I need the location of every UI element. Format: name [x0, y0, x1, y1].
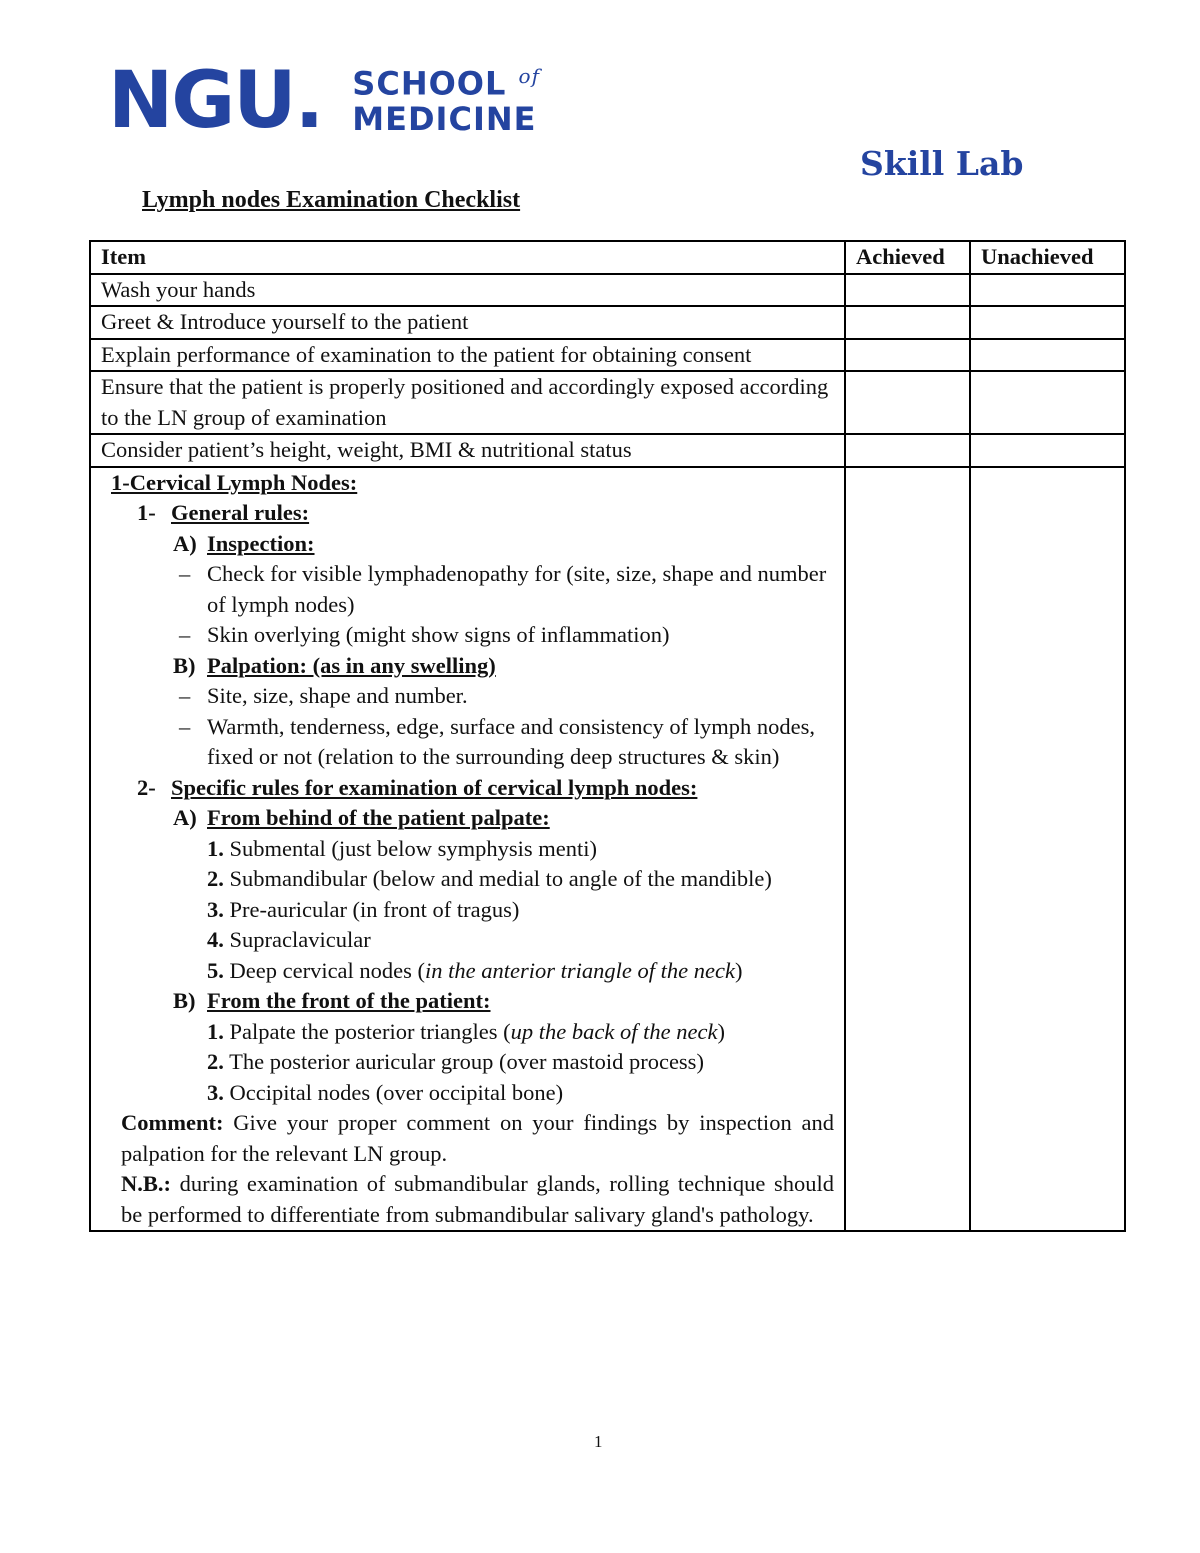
header-item: Item	[90, 241, 845, 274]
nb-paragraph: N.B.: during examination of submandibular glands, rolling technique should be performed to differentiate from submandibular salivary gland's pathology.	[121, 1171, 834, 1227]
unachieved-cell[interactable]	[970, 339, 1125, 372]
list-item: 2. The posterior auricular group (over mastoid process)	[207, 1049, 704, 1074]
achieved-cell[interactable]	[845, 434, 970, 467]
achieved-cell[interactable]	[845, 306, 970, 339]
achieved-cell[interactable]	[845, 274, 970, 307]
achieved-cell[interactable]	[845, 339, 970, 372]
table-row	[90, 371, 1125, 434]
table-row	[90, 434, 1125, 467]
table-row	[90, 339, 1125, 372]
page-number: 1	[594, 1432, 603, 1451]
row-item: Explain performance of examination to the patient for obtaining consent	[90, 339, 845, 372]
cervical-section	[90, 467, 845, 1232]
achieved-cell[interactable]	[845, 467, 970, 1232]
unachieved-cell[interactable]	[970, 274, 1125, 307]
list-item: 3. Pre-auricular (in front of tragus)	[207, 896, 520, 922]
from-behind-heading: A) From behind of the patient palpate:	[173, 805, 550, 830]
list-item: 5. Deep cervical nodes (in the anterior triangle of the neck)	[207, 957, 743, 983]
skill-lab-heading: Skill Lab	[860, 144, 1024, 183]
palpation-heading: B) Palpation: (as in any swelling)	[173, 652, 496, 678]
logo-of: of	[518, 63, 540, 88]
from-front-heading: B) From the front of the patient:	[173, 988, 491, 1013]
inspection-heading: A) Inspection:	[173, 530, 315, 556]
table-header-row	[90, 241, 1125, 274]
logo-school-of-medicine	[352, 65, 540, 137]
table-row	[90, 306, 1125, 339]
unachieved-cell[interactable]	[970, 371, 1125, 434]
header-unachieved: Unachieved	[970, 241, 1125, 274]
specific-rules-heading: 2- Specific rules for examination of cervical lymph nodes:	[137, 774, 698, 800]
list-item: – Warmth, tenderness, edge, surface and consistency of lymph nodes, fixed or not (relation to the surrounding deep structures & skin)	[179, 712, 834, 773]
row-item: Wash your hands	[90, 274, 845, 307]
table-row	[90, 274, 1125, 307]
list-item: – Site, size, shape and number.	[179, 681, 834, 712]
document-title: Lymph nodes Examination Checklist	[142, 187, 521, 213]
achieved-cell[interactable]	[845, 371, 970, 434]
list-item: – Skin overlying (might show signs of inflammation)	[179, 620, 834, 651]
checklist-table	[89, 240, 1126, 1232]
list-item: 1. Palpate the posterior triangles (up the back of the neck)	[207, 1018, 725, 1044]
list-item: 2. Submandibular (below and medial to angle of the mandible)	[207, 866, 772, 891]
logo-wordmark: NGU.	[108, 56, 323, 146]
row-item: Ensure that the patient is properly positioned and accordingly exposed according to the LN group of examination	[90, 371, 845, 434]
comment-paragraph: Comment: Give your proper comment on your findings by inspection and palpation for the relevant LN group.	[121, 1110, 834, 1166]
logo-line-school: SCHOOL	[352, 64, 507, 103]
header-achieved: Achieved	[845, 241, 970, 274]
logo-line-medicine: MEDICINE	[352, 99, 537, 138]
list-item: 1. Submental (just below symphysis menti)	[207, 835, 597, 861]
unachieved-cell[interactable]	[970, 434, 1125, 467]
section-title: 1-Cervical Lymph Nodes:	[111, 469, 358, 495]
table-row-cervical	[90, 467, 1125, 1232]
list-item: 3. Occipital nodes (over occipital bone)	[207, 1079, 564, 1105]
row-item: Consider patient’s height, weight, BMI & nutritional status	[90, 434, 845, 467]
list-item: – Check for visible lymphadenopathy for (site, size, shape and number of lymph nodes)	[179, 559, 834, 620]
unachieved-cell[interactable]	[970, 306, 1125, 339]
ngu-logo	[108, 56, 540, 146]
unachieved-cell[interactable]	[970, 467, 1125, 1232]
row-item: Greet & Introduce yourself to the patient	[90, 306, 845, 339]
list-item: 4. Supraclavicular	[207, 927, 371, 952]
general-rules-heading: 1- General rules:	[137, 500, 310, 525]
